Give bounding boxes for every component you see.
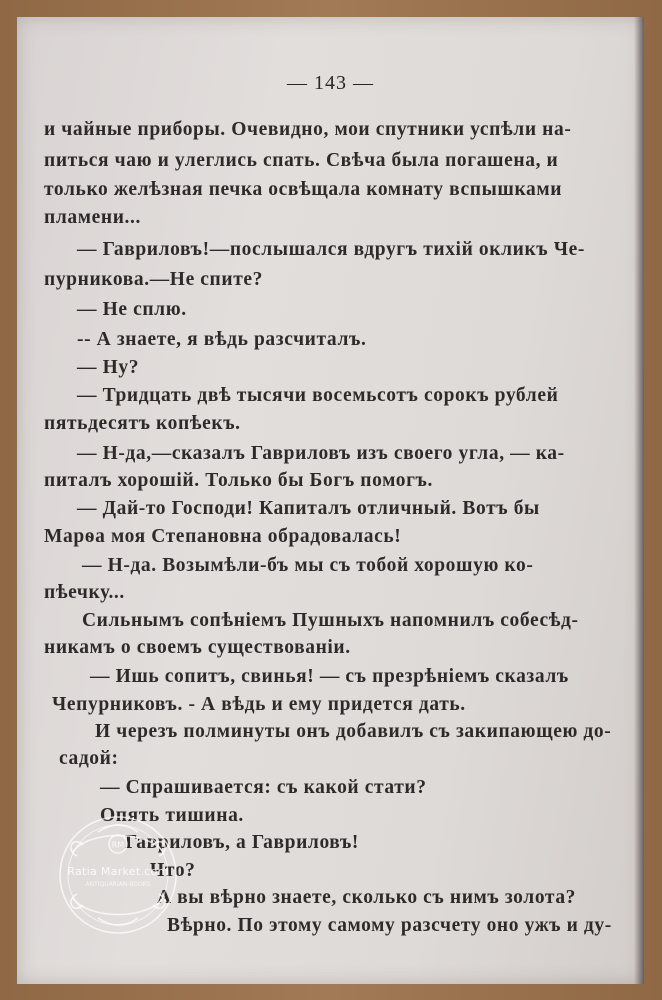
text-line: Чепурниковъ. - А вѣдь и ему придется дать.: [52, 694, 466, 715]
text-line: -- А знаете, я вѣдь разсчиталъ.: [77, 329, 367, 350]
text-line: И черезъ полминуты онъ добавилъ съ закипающею до-: [95, 721, 612, 742]
watermark-monogram: RM: [111, 840, 125, 850]
text-line: Вѣрно. По этому самому разсчету оно ужъ и ду-: [167, 915, 612, 936]
text-line: А вы вѣрно знаете, сколько съ нимъ золота?: [157, 887, 577, 908]
watermark-name: Ratia Market.com: [67, 865, 169, 878]
text-line: пятьдесятъ копѣекъ.: [44, 413, 241, 434]
text-line: Что?: [150, 860, 196, 881]
text-line: только желѣзная печка освѣщала комнату вспышками: [44, 179, 563, 200]
text-line: — Гавриловъ!—послышался вдругъ тихій окликъ Че-: [77, 239, 585, 260]
text-line: — Дай-то Господи! Капиталъ отличный. Вотъ бы: [77, 498, 540, 519]
text-line: садой:: [59, 748, 119, 769]
text-line: никамъ о своемъ существованіи.: [44, 637, 351, 658]
text-line: — Спрашивается: съ какой стати?: [100, 777, 427, 798]
text-line: питься чаю и улеглись спать. Свѣча была погашена, и: [44, 150, 559, 171]
text-line: — Н-да,—сказалъ Гавриловъ изъ своего угла, — ка-: [77, 443, 565, 464]
text-line: — Ишь сопитъ, свинья! — съ презрѣніемъ сказалъ: [90, 666, 569, 687]
watermark-subtitle: ANTIQUARIAN BOOKS: [85, 881, 151, 888]
text-line: пѣечку...: [44, 582, 125, 603]
text-line: Опять тишина.: [100, 805, 244, 826]
page-number: — 143 —: [287, 72, 374, 94]
text-line: и чайные приборы. Очевидно, мои спутники успѣли на-: [44, 119, 572, 140]
watermark-logo: [43, 810, 193, 940]
text-line: Гавриловъ, а Гавриловъ!: [125, 832, 360, 853]
text-line: Сильнымъ сопѣніемъ Пушныхъ напомнилъ собесѣд-: [82, 610, 579, 631]
text-line: — Не сплю.: [77, 299, 187, 320]
text-line: — Тридцать двѣ тысячи восемьсотъ сорокъ рублей: [77, 385, 559, 406]
text-line: питалъ хорошій. Только бы Богъ помогъ.: [44, 470, 433, 491]
text-line: — Н-да. Возымѣли-бъ мы съ тобой хорошую ко-: [82, 555, 534, 576]
text-line: — Ну?: [77, 357, 140, 378]
text-line: пурникова.—Не спите?: [44, 269, 264, 290]
text-line: пламени...: [44, 207, 141, 228]
book-spine-shadow: [634, 17, 644, 984]
text-line: Марѳа моя Степановна обрадовалась!: [44, 526, 402, 547]
